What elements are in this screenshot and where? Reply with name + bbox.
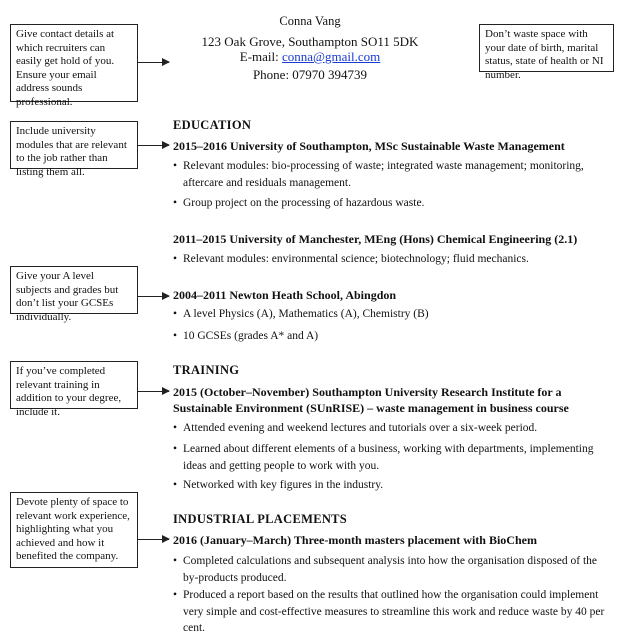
arrow-training [138,391,169,392]
education-bullet: • 10 GCSEs (grades A* and A) [173,328,613,345]
phone: Phone: 07970 394739 [252,67,368,82]
education-bullet: • Relevant modules: environmental science; biotechnology; fluid mechanics. [173,251,613,268]
education-heading: EDUCATION [173,118,252,132]
arrow-modules [138,145,169,146]
training-bullet: • Attended evening and weekend lectures and tutorials over a six-week period. [173,420,613,437]
placement-bullet: • Completed calculations and subsequent analysis into how the organisation disposed of the by-products produced. [173,553,613,586]
training-entry-title: 2015 (October–November) Southampton University Research Institute for a Sustainable Environment (SUnRISE) – waste management in business course [173,385,569,415]
education-entry-title: 2015–2016 University of Southampton, MSc Sustainable Waste Management [173,139,565,153]
email-link[interactable]: conna@gmail.com [282,49,381,64]
arrow-work [138,539,169,540]
education-bullet: • Group project on the processing of hazardous waste. [173,195,613,212]
placement-bullet: • Produced a report based on the results that outlined how the organisation could implement very simple and cost-effective measures to streamline this work and reduce waste by 40 per cent. [173,587,613,637]
address: 123 Oak Grove, Southampton SO11 5DK [201,34,419,49]
email-label: E-mail: [239,49,282,64]
note-contact: Give contact details at which recruiters can easily get hold of you. Ensure your email address sounds professional. [10,24,138,102]
note-alevels: Give your A level subjects and grades but don’t list your GCSEs individually. [10,266,138,314]
email-line [150,49,470,65]
note-training: If you’ve completed relevant training in addition to your degree, include it. [10,361,138,409]
education-bullet: • A level Physics (A), Mathematics (A), Chemistry (B) [173,306,613,323]
note-work: Devote plenty of space to relevant work experience, highlighting what you achieved and how it benefited the company. [10,492,138,568]
note-personal: Don’t waste space with your date of birth, marital status, state of health or NI number. [479,24,614,72]
training-heading: TRAINING [173,363,240,377]
contact-header [150,14,470,84]
education-entry-title: 2011–2015 University of Manchester, MEng (Hons) Chemical Engineering (2.1) [173,232,578,246]
education-bullet: • Relevant modules: bio-processing of waste; integrated waste management; monitoring, aftercare and residuals management. [173,158,613,191]
arrow-alevels [138,296,169,297]
candidate-name: Conna Vang [279,14,341,28]
placements-heading: INDUSTRIAL PLACEMENTS [173,512,348,526]
arrow-contact [138,62,169,63]
training-bullet: • Networked with key figures in the industry. [173,477,613,494]
placement-entry-title: 2016 (January–March) Three-month masters placement with BioChem [173,533,537,547]
training-bullet: • Learned about different elements of a business, working with departments, implementing ideas and getting people to work with you. [173,441,613,474]
education-entry-title: 2004–2011 Newton Heath School, Abingdon [173,288,397,302]
note-modules: Include university modules that are relevant to the job rather than listing them all. [10,121,138,169]
